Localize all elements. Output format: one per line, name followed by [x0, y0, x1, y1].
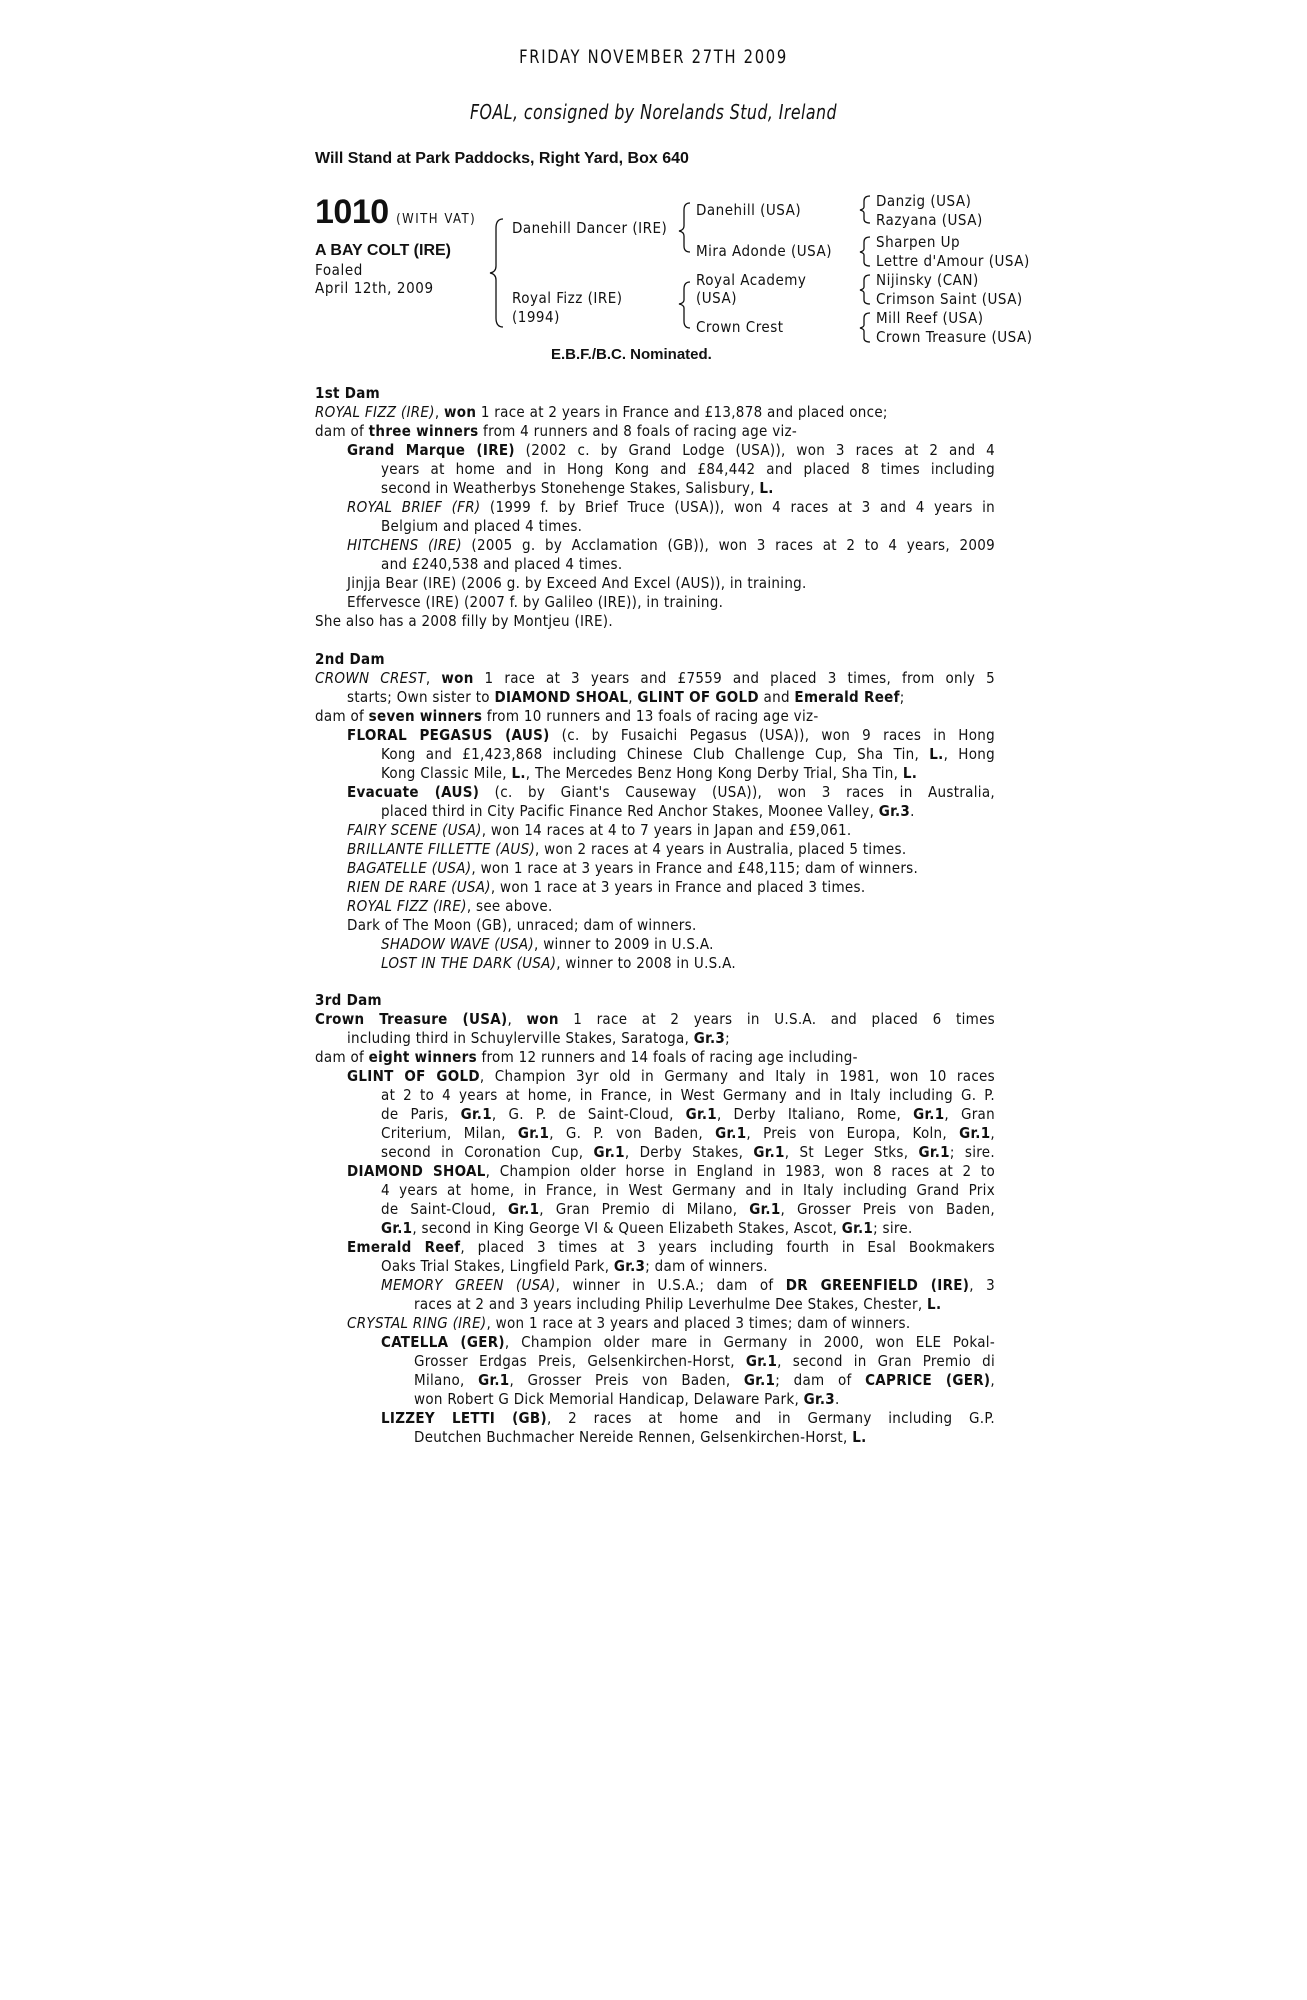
entry-continued: second in Coronation Cup, Gr.1, Derby Stakes, Gr.1, St Leger Stks, Gr.1; sire.: [381, 1143, 995, 1161]
ancestor-5: Nijinsky (CAN): [876, 271, 979, 289]
dam-dam: Crown Crest: [696, 318, 784, 336]
produce-entry: DIAMOND SHOAL, Champion older horse in England in 1983, won 8 races at 2 to: [347, 1162, 995, 1180]
vat-note: (WITH VAT): [396, 212, 477, 227]
produce-summary: dam of three winners from 4 runners and 8 foals of racing age viz-: [315, 422, 798, 440]
sire-name: Danehill Dancer (IRE): [512, 219, 668, 237]
entry-continued: at 2 to 4 years at home, in France, in West Germany and in Italy including G. P.: [381, 1086, 995, 1104]
ancestor-8: Crown Treasure (USA): [876, 328, 1033, 346]
pedigree-braces: [0, 0, 1307, 400]
nomination-note: E.B.F./B.C. Nominated.: [551, 346, 712, 363]
foaled-date: April 12th, 2009: [315, 279, 434, 297]
ancestor-2: Razyana (USA): [876, 211, 983, 229]
stand-location: Will Stand at Park Paddocks, Right Yard, Box 640: [315, 150, 689, 167]
entry-continued: second in Weatherbys Stonehenge Stakes, Salisbury, L.: [381, 479, 774, 497]
dam-line: CROWN CREST, won 1 race at 3 years and £7559 and placed 3 times, from only 5: [315, 669, 995, 687]
entry-continued: Gr.1, second in King George VI & Queen Elizabeth Stakes, Ascot, Gr.1; sire.: [381, 1219, 913, 1237]
entry-continued: de Saint-Cloud, Gr.1, Gran Premio di Milano, Gr.1, Grosser Preis von Baden,: [381, 1200, 995, 1218]
produce-entry: ROYAL FIZZ (IRE), see above.: [347, 897, 553, 915]
dam-year: (1994): [512, 308, 560, 326]
second-dam-section: [315, 650, 995, 973]
grand-produce-entry: LOST IN THE DARK (USA), winner to 2008 in U.S.A.: [381, 954, 736, 972]
sire-sire: Danehill (USA): [696, 201, 802, 219]
produce-entry: Dark of The Moon (GB), unraced; dam of winners.: [347, 916, 697, 934]
produce-entry: ROYAL BRIEF (FR) (1999 f. by Brief Truce (USA)), won 4 races at 3 and 4 years in: [347, 498, 995, 516]
grand-produce-entry: CATELLA (GER), Champion older mare in Germany in 2000, won ELE Pokal-: [381, 1333, 995, 1351]
ancestor-4: Lettre d'Amour (USA): [876, 252, 1030, 270]
entry-continued: Deutchen Buchmacher Nereide Rennen, Gelsenkirchen-Horst, L.: [414, 1428, 867, 1446]
sire-dam: Mira Adonde (USA): [696, 242, 832, 260]
foaled-label: Foaled: [315, 261, 363, 279]
lot-description: A BAY COLT (IRE): [315, 242, 452, 259]
produce-entry: HITCHENS (IRE) (2005 g. by Acclamation (GB)), won 3 races at 2 to 4 years, 2009: [347, 536, 995, 554]
dam-line-continued: including third in Schuylerville Stakes, Saratoga, Gr.3;: [347, 1029, 730, 1047]
grand-produce-entry: SHADOW WAVE (USA), winner to 2009 in U.S.A.: [381, 935, 714, 953]
ancestor-1: Danzig (USA): [876, 192, 972, 210]
produce-entry: FAIRY SCENE (USA), won 14 races at 4 to 7 years in Japan and £59,061.: [347, 821, 852, 839]
dam-sire: Royal Academy: [696, 271, 807, 289]
produce-entry: BAGATELLE (USA), won 1 race at 3 years in France and £48,115; dam of winners.: [347, 859, 919, 877]
produce-summary: dam of eight winners from 12 runners and 14 foals of racing age including-: [315, 1048, 858, 1066]
section-heading: 2nd Dam: [315, 650, 385, 668]
entry-continued: years at home and in Hong Kong and £84,442 and placed 8 times including: [381, 460, 995, 478]
third-dam-section: [315, 991, 995, 1447]
entry-continued: races at 2 and 3 years including Philip Leverhulme Dee Stakes, Chester, L.: [414, 1295, 942, 1313]
dam-sire-country: (USA): [696, 289, 737, 307]
dam-line: ROYAL FIZZ (IRE), won 1 race at 2 years in France and £13,878 and placed once;: [315, 403, 888, 421]
sale-date: FRIDAY NOVEMBER 27TH 2009: [519, 46, 788, 68]
produce-note: She also has a 2008 filly by Montjeu (IRE).: [315, 612, 613, 630]
produce-entry: Jinjja Bear (IRE) (2006 g. by Exceed And Excel (AUS)), in training.: [347, 574, 807, 592]
ancestor-3: Sharpen Up: [876, 233, 961, 251]
entry-continued: 4 years at home, in France, in West Germany and in Italy including Grand Prix: [381, 1181, 995, 1199]
entry-continued: Criterium, Milan, Gr.1, G. P. von Baden, Gr.1, Preis von Europa, Koln, Gr.1,: [381, 1124, 995, 1142]
entry-continued: Belgium and placed 4 times.: [381, 517, 583, 535]
entry-continued: and £240,538 and placed 4 times.: [381, 555, 623, 573]
produce-entry: RIEN DE RARE (USA), won 1 race at 3 years in France and placed 3 times.: [347, 878, 866, 896]
lot-number: 1010: [315, 193, 389, 231]
produce-entry: CRYSTAL RING (IRE), won 1 race at 3 years and placed 3 times; dam of winners.: [347, 1314, 911, 1332]
section-heading: 1st Dam: [315, 384, 381, 402]
entry-continued: won Robert G Dick Memorial Handicap, Delaware Park, Gr.3.: [414, 1390, 840, 1408]
consignment-line: FOAL, consigned by Norelands Stud, Ireland: [470, 100, 837, 124]
entry-continued: placed third in City Pacific Finance Red Anchor Stakes, Moonee Valley, Gr.3.: [381, 802, 915, 820]
produce-summary: dam of seven winners from 10 runners and 13 foals of racing age viz-: [315, 707, 819, 725]
section-heading: 3rd Dam: [315, 991, 382, 1009]
produce-entry: Effervesce (IRE) (2007 f. by Galileo (IRE)), in training.: [347, 593, 724, 611]
dam-line: Crown Treasure (USA), won 1 race at 2 years in U.S.A. and placed 6 times: [315, 1010, 996, 1028]
produce-entry: Emerald Reef, placed 3 times at 3 years including fourth in Esal Bookmakers: [347, 1238, 995, 1256]
entry-continued: Grosser Erdgas Preis, Gelsenkirchen-Horst, Gr.1, second in Gran Premio di: [414, 1352, 996, 1370]
entry-continued: Kong and £1,423,868 including Chinese Club Challenge Cup, Sha Tin, L., Hong: [381, 745, 995, 763]
entry-continued: de Paris, Gr.1, G. P. de Saint-Cloud, Gr.1, Derby Italiano, Rome, Gr.1, Gran: [381, 1105, 995, 1123]
ancestor-7: Mill Reef (USA): [876, 309, 984, 327]
grand-produce-entry: LIZZEY LETTI (GB), 2 races at home and in Germany including G.P.: [381, 1409, 996, 1427]
entry-continued: Milano, Gr.1, Grosser Preis von Baden, Gr.1; dam of CAPRICE (GER),: [414, 1371, 995, 1389]
produce-entry: Evacuate (AUS) (c. by Giant's Causeway (USA)), won 3 races in Australia,: [347, 783, 995, 801]
produce-entry: GLINT OF GOLD, Champion 3yr old in Germany and Italy in 1981, won 10 races: [347, 1067, 995, 1085]
produce-entry: Grand Marque (IRE) (2002 c. by Grand Lodge (USA)), won 3 races at 2 and 4: [347, 441, 995, 459]
entry-continued: Kong Classic Mile, L., The Mercedes Benz Hong Kong Derby Trial, Sha Tin, L.: [381, 764, 918, 782]
grand-produce-entry: MEMORY GREEN (USA), winner in U.S.A.; dam of DR GREENFIELD (IRE), 3: [381, 1276, 995, 1294]
first-dam-section: [315, 384, 995, 631]
dam-line-continued: starts; Own sister to DIAMOND SHOAL, GLINT OF GOLD and Emerald Reef;: [347, 688, 905, 706]
produce-entry: FLORAL PEGASUS (AUS) (c. by Fusaichi Pegasus (USA)), won 9 races in Hong: [347, 726, 995, 744]
produce-entry: BRILLANTE FILLETTE (AUS), won 2 races at 4 years in Australia, placed 5 times.: [347, 840, 907, 858]
ancestor-6: Crimson Saint (USA): [876, 290, 1023, 308]
dam-name: Royal Fizz (IRE): [512, 289, 623, 307]
entry-continued: Oaks Trial Stakes, Lingfield Park, Gr.3; dam of winners.: [381, 1257, 768, 1275]
